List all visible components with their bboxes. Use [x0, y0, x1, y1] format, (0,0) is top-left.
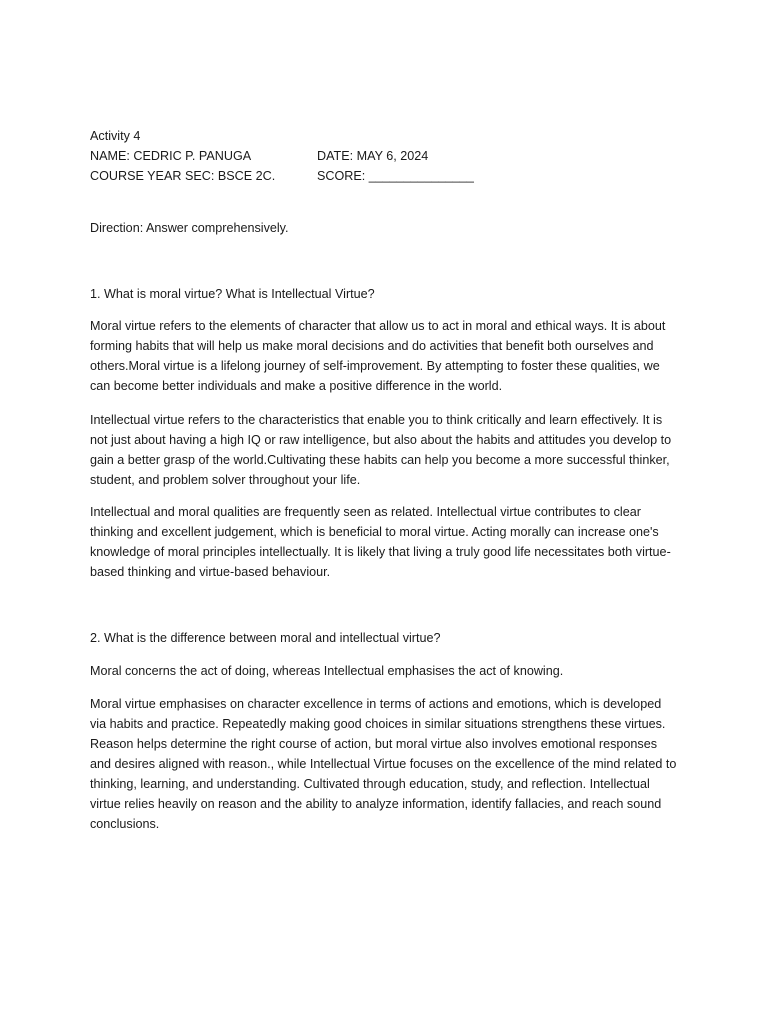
header-block: [90, 126, 690, 186]
paragraph-text: Moral virtue emphasises on character excellence in terms of actions and emotions, which is developed via habits and practice. Repeatedly making good choices in similar situations strengthens these virtues. Reason helps determine the right course of action, but moral virtue also involves emotional responses and desires aligned with reason., while Intellectual Virtue focuses on the excellence of the mind related to thinking, learning, and understanding. Cultivated through education, study, and reflection. Intellectual virtue relies heavily on reason and the ability to analyze information, identify fallacies, and reach sound conclusions.: [90, 697, 677, 831]
activity-line: [90, 126, 690, 146]
date-field: DATE: MAY 6, 2024: [317, 149, 429, 163]
answer-1-paragraph-3: [90, 502, 680, 582]
answer-1-paragraph-2: [90, 410, 680, 490]
score-field: SCORE: _______________: [317, 169, 474, 183]
paragraph-text: Moral concerns the act of doing, whereas Intellectual emphasises the act of knowing.: [90, 664, 564, 678]
course-score-line: [90, 166, 690, 186]
question-1: [90, 284, 680, 304]
name-date-line: [90, 146, 690, 166]
paragraph-text: Moral virtue refers to the elements of character that allow us to act in moral and ethical ways. It is about forming habits that will help us make moral decisions and do activities that benefit both ourselves and others.Moral virtue is a lifelong journey of self-improvement. By attempting to foster these qualities, we can become better individuals and make a positive difference in the world.: [90, 319, 666, 393]
question-2: [90, 628, 680, 648]
answer-2-paragraph-2: [90, 694, 680, 834]
paragraph-text: Intellectual and moral qualities are frequently seen as related. Intellectual virtue contributes to clear thinking and excellent judgement, which is beneficial to moral virtue. Acting morally can increase one's knowledge of moral principles intellectually. It is likely that living a truly good life necessitates both virtue-based thinking and virtue-based behaviour.: [90, 505, 671, 579]
direction-text: Direction: Answer comprehensively.: [90, 221, 289, 235]
question-1-text: 1. What is moral virtue? What is Intellectual Virtue?: [90, 287, 375, 301]
answer-2-paragraph-1: [90, 661, 680, 681]
paragraph-text: Intellectual virtue refers to the characteristics that enable you to think critically and learn effectively. It is not just about having a high IQ or raw intelligence, but also about the habits and attitudes you develop to gain a better grasp of the world.Cultivating these habits can help you become a more successful thinker, student, and problem solver throughout your life.: [90, 413, 672, 487]
question-2-text: 2. What is the difference between moral and intellectual virtue?: [90, 631, 441, 645]
student-name: NAME: CEDRIC P. PANUGA: [90, 149, 252, 163]
activity-title: Activity 4: [90, 129, 141, 143]
course-field: COURSE YEAR SEC: BSCE 2C.: [90, 169, 276, 183]
answer-1-paragraph-1: [90, 316, 680, 396]
